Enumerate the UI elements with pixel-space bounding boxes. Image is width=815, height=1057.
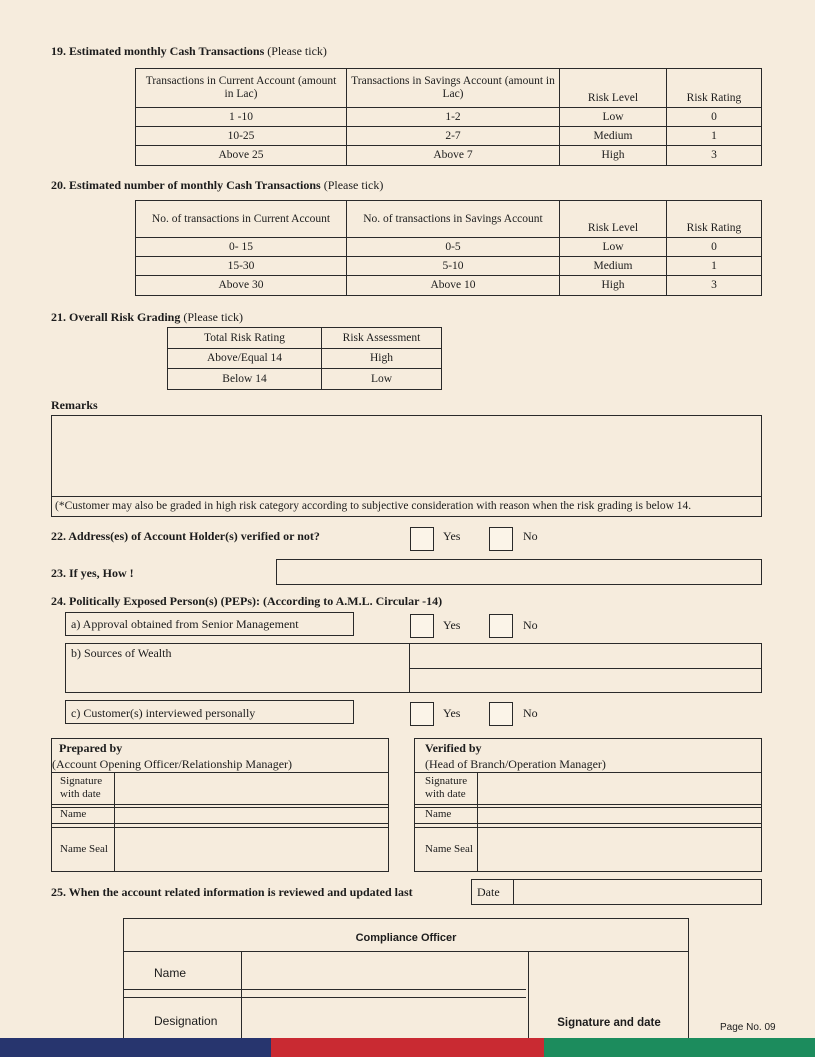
footer-band-red: [271, 1038, 544, 1057]
name-seal-label: Name Seal: [425, 843, 473, 855]
yes-label: Yes: [443, 529, 461, 543]
signature-and-date-label: Signature and date: [557, 1017, 661, 1029]
sources-of-wealth-field-1[interactable]: [408, 643, 762, 668]
table-cell: Below 14: [168, 369, 322, 390]
table-cell: 15-30: [136, 257, 347, 276]
prepared-name-field[interactable]: [114, 807, 389, 822]
divider: [415, 827, 761, 828]
table-header: No. of transactions in Savings Account: [347, 201, 560, 238]
risk-grading-table: [167, 327, 442, 390]
senior-approval-label-box: [65, 612, 354, 636]
section-19-title: 19. Estimated monthly Cash Transactions (Please tick): [51, 44, 327, 58]
table-cell: 1-2: [347, 108, 560, 127]
table-cell[interactable]: Medium: [560, 127, 667, 146]
table-cell: 5-10: [347, 257, 560, 276]
divider: [415, 804, 761, 805]
table-cell: Above 7: [347, 146, 560, 166]
address-verified-no-checkbox[interactable]: [489, 527, 513, 551]
cash-transactions-table: [135, 68, 762, 166]
table-cell: 3: [667, 276, 762, 296]
name-label: Name: [60, 808, 87, 820]
senior-approval-label: a) Approval obtained from Senior Management: [71, 617, 299, 631]
section-24-title: 24. Politically Exposed Person(s) (PEPs): (According to A.M.L. Circular -14): [51, 594, 443, 608]
date-label: Date: [477, 885, 500, 899]
interviewed-label-box: [65, 700, 354, 724]
table-cell[interactable]: High: [560, 276, 667, 296]
review-date-box[interactable]: [471, 879, 762, 905]
table-cell[interactable]: Low: [322, 369, 442, 390]
verified-by-title: Verified by: [425, 741, 482, 755]
compliance-name-label: Name: [154, 966, 187, 980]
verified-by-block: [414, 738, 762, 872]
table-header: Risk Level: [560, 201, 667, 238]
remarks-title: Remarks: [51, 398, 98, 412]
table-header: Risk Level: [560, 69, 667, 108]
divider: [52, 496, 761, 497]
prepared-by-subtitle: (Account Opening Officer/Relationship Manager): [52, 757, 293, 771]
prepared-by-title: Prepared by: [59, 741, 123, 755]
divider: [124, 989, 526, 990]
name-label: Name: [425, 808, 452, 820]
section-25-title: 25. When the account related information is reviewed and updated last: [51, 885, 413, 899]
table-header: Risk Rating: [667, 69, 762, 108]
table-cell: 1: [667, 127, 762, 146]
no-label: No: [523, 618, 538, 632]
yes-label: Yes: [443, 706, 461, 720]
interviewed-no-checkbox[interactable]: [489, 702, 513, 726]
section-20-title: 20. Estimated number of monthly Cash Transactions (Please tick): [51, 178, 384, 192]
table-cell: 1: [667, 257, 762, 276]
yes-label: Yes: [443, 618, 461, 632]
compliance-designation-label: Designation: [154, 1014, 218, 1028]
compliance-officer-title: Compliance Officer: [355, 932, 457, 944]
verified-by-subtitle: (Head of Branch/Operation Manager): [425, 757, 606, 771]
name-seal-label: Name Seal: [60, 843, 108, 855]
compliance-designation-field[interactable]: [241, 997, 528, 1035]
section-21-title: 21. Overall Risk Grading (Please tick): [51, 310, 243, 324]
verified-signature-field[interactable]: [477, 772, 762, 804]
prepared-signature-field[interactable]: [114, 772, 389, 804]
senior-approval-yes-checkbox[interactable]: [410, 614, 434, 638]
table-header: Transactions in Savings Account (amount in Lac): [347, 69, 560, 108]
table-cell: 1 -10: [136, 108, 347, 127]
table-cell: Above 25: [136, 146, 347, 166]
page-number: Page No. 09: [720, 1022, 776, 1033]
verified-name-field[interactable]: [477, 807, 762, 822]
table-cell: Above 10: [347, 276, 560, 296]
table-cell: Above 30: [136, 276, 347, 296]
table-cell: 0-5: [347, 238, 560, 257]
remarks-box[interactable]: [51, 415, 762, 517]
divider: [415, 823, 761, 824]
sources-of-wealth-label: b) Sources of Wealth: [71, 646, 172, 660]
table-cell[interactable]: Low: [560, 108, 667, 127]
footer-band-blue: [0, 1038, 271, 1057]
section-22-title: 22. Address(es) of Account Holder(s) verified or not?: [51, 529, 320, 543]
remarks-note: (*Customer may also be graded in high risk category according to subjective consideration with reason when the risk grading is below 14.: [55, 500, 692, 512]
table-header: Total Risk Rating: [168, 328, 322, 349]
interviewed-yes-checkbox[interactable]: [410, 702, 434, 726]
table-header: No. of transactions in Current Account: [136, 201, 347, 238]
table-header: Transactions in Current Account (amount in Lac): [136, 69, 347, 108]
table-header: Risk Rating: [667, 201, 762, 238]
table-cell: 10-25: [136, 127, 347, 146]
divider: [52, 827, 388, 828]
prepared-by-block: [51, 738, 389, 872]
divider: [52, 823, 388, 824]
section-23-title: 23. If yes, How !: [51, 566, 134, 580]
table-cell: 0: [667, 238, 762, 257]
divider: [52, 804, 388, 805]
table-cell: 2-7: [347, 127, 560, 146]
no-label: No: [523, 706, 538, 720]
table-cell[interactable]: High: [560, 146, 667, 166]
compliance-name-field[interactable]: [241, 951, 528, 988]
footer-band-green: [544, 1038, 815, 1057]
address-verified-yes-checkbox[interactable]: [410, 527, 434, 551]
how-verified-field[interactable]: [276, 559, 762, 585]
no-label: No: [523, 529, 538, 543]
sources-of-wealth-field-2[interactable]: [408, 668, 762, 693]
footer-color-band: [0, 1038, 815, 1057]
table-cell[interactable]: High: [322, 349, 442, 369]
table-cell: 0- 15: [136, 238, 347, 257]
table-cell: 3: [667, 146, 762, 166]
table-cell: 0: [667, 108, 762, 127]
signature-label: Signature with date: [60, 775, 103, 800]
signature-label: Signature with date: [425, 775, 468, 800]
table-cell: Above/Equal 14: [168, 349, 322, 369]
table-cell[interactable]: Low: [560, 238, 667, 257]
interviewed-label: c) Customer(s) interviewed personally: [71, 706, 256, 720]
table-cell[interactable]: Medium: [560, 257, 667, 276]
senior-approval-no-checkbox[interactable]: [489, 614, 513, 638]
divider: [513, 880, 514, 904]
cash-transaction-count-table: [135, 200, 762, 296]
table-header: Risk Assessment: [322, 328, 442, 349]
